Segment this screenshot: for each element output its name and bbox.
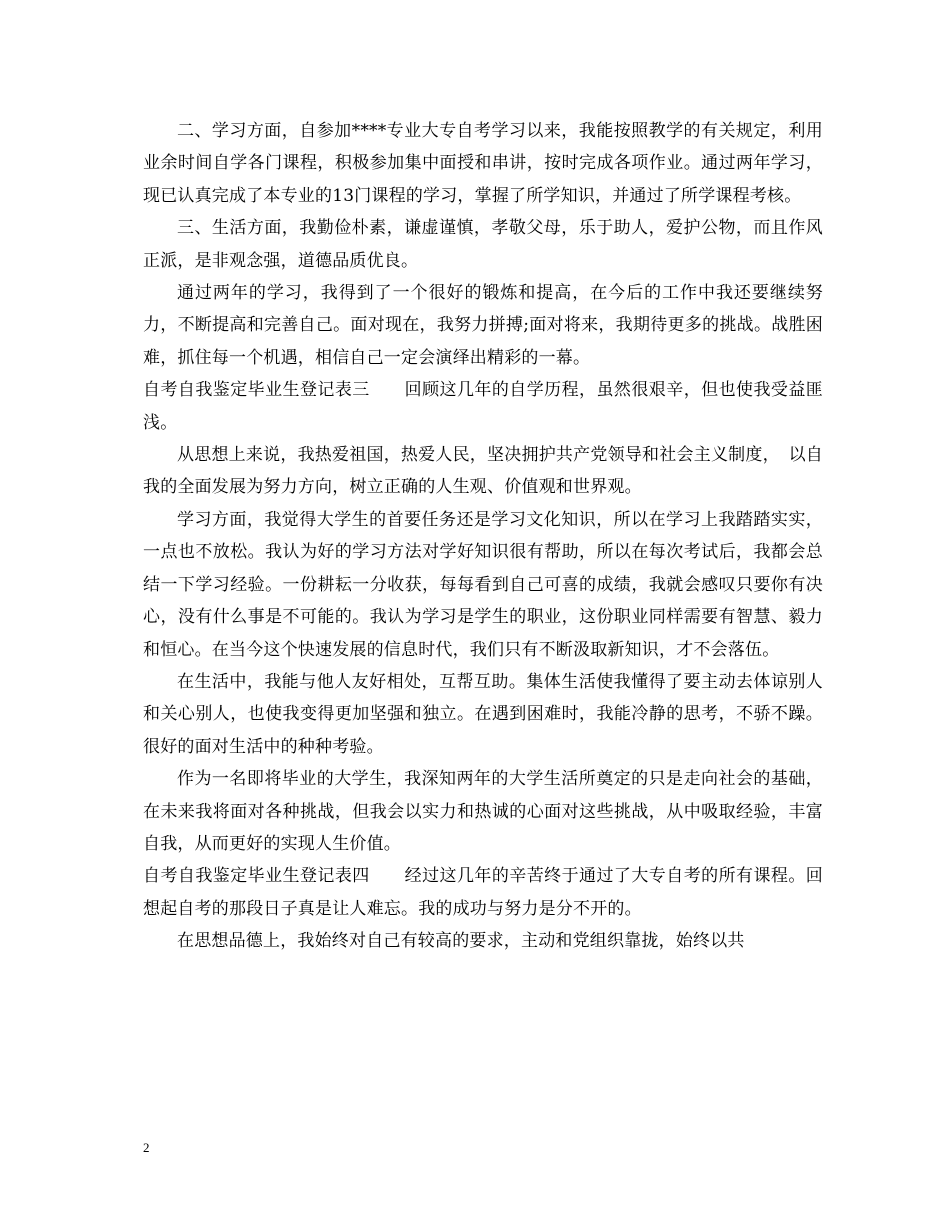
paragraph-life: 三、生活方面，我勤俭朴素，谦虚谨慎，孝敬父母，乐于助人，爱护公物，而且作风正派，是非观念强，道德品质优良。 [143, 218, 823, 271]
section-three-heading-paragraph: 自考自我鉴定毕业生登记表三 回顾这几年的自学历程，虽然很艰辛，但也使我受益匪浅。 [143, 380, 823, 433]
paragraph-summary: 通过两年的学习，我得到了一个很好的锻炼和提高，在今后的工作中我还要继续努力，不断提高和完善自己。面对现在，我努力拼搏;面对将来，我期待更多的挑战。战胜困难，抓住每一个机遇，相信自己一定会演绎出精彩的一幕。 [143, 283, 823, 368]
paragraph-graduation: 作为一名即将毕业的大学生，我深知两年的大学生活所奠定的只是走向社会的基础，在未来我将面对各种挑战，但我会以实力和热诚的心面对这些挑战，从中吸取经验，丰富自我，从而更好的实现人生价值。 [143, 769, 823, 854]
paragraph-learning: 学习方面，我觉得大学生的首要任务还是学习文化知识，所以在学习上我踏踏实实，一点也不放松。我认为好的学习方法对学好知识很有帮助，所以在每次考试后，我都会总结一下学习经验。一份耕耘一分收获，每每看到自己可喜的成绩，我就会感叹只要你有决心，没有什么事是不可能的。我认为学习是学生的职业，这份职业同样需要有智慧、毅力和恒心。在当今这个快速发展的信息时代，我们只有不断汲取新知识，才不会落伍。 [143, 509, 823, 660]
paragraph-daily-life: 在生活中，我能与他人友好相处，互帮互助。集体生活使我懂得了要主动去体谅别人和关心别人，也使我变得更加坚强和独立。在遇到困难时，我能冷静的思考，不骄不躁。很好的面对生活中的种种考验。 [143, 671, 823, 757]
paragraph-ideology: 从思想上来说，我热爱祖国，热爱人民，坚决拥护共产党领导和社会主义制度， 以自我的全面发展为努力方向，树立正确的人生观、价值观和世界观。 [143, 445, 823, 498]
paragraph-morality: 在思想品德上，我始终对自己有较高的要求，主动和党组织靠拢，始终以共 [177, 931, 745, 952]
section-four-heading-paragraph: 自考自我鉴定毕业生登记表四 经过这几年的辛苦终于通过了大专自考的所有课程。回想起自考的那段日子真是让人难忘。我的成功与努力是分不开的。 [143, 866, 823, 919]
page-number: 2 [143, 1140, 150, 1155]
paragraph-study: 二、学习方面，自参加****专业大专自考学习以来，我能按照教学的有关规定，利用业余时间自学各门课程，积极参加集中面授和串讲，按时完成各项作业。通过两年学习，现已认真完成了本专业的13门课程的学习，掌握了所学知识，并通过了所学课程考核。 [143, 121, 823, 206]
document-body [143, 115, 823, 958]
